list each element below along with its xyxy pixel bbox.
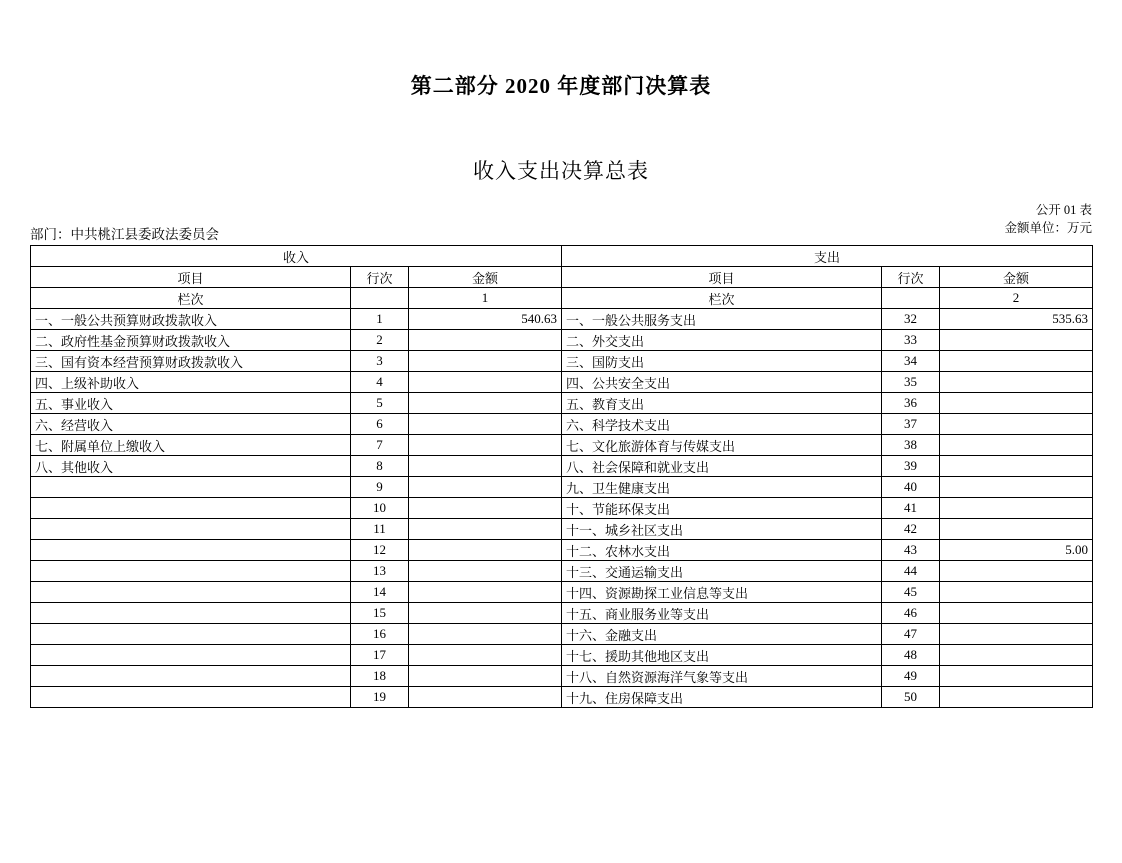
expend-line: 34	[882, 351, 940, 372]
income-item	[31, 603, 351, 624]
expend-item: 二、外交支出	[562, 330, 882, 351]
header-income-amount: 金额	[409, 267, 562, 288]
table-row	[31, 435, 1093, 456]
expend-line: 33	[882, 330, 940, 351]
expend-line: 50	[882, 687, 940, 708]
expend-amount	[940, 330, 1093, 351]
table-row	[31, 540, 1093, 561]
income-item	[31, 540, 351, 561]
income-line: 13	[351, 561, 409, 582]
expend-item: 十一、城乡社区支出	[562, 519, 882, 540]
expend-line: 32	[882, 309, 940, 330]
expend-item: 十、节能环保支出	[562, 498, 882, 519]
table-column-header-row	[31, 267, 1093, 288]
income-item	[31, 477, 351, 498]
expend-item: 八、社会保障和就业支出	[562, 456, 882, 477]
table-row	[31, 582, 1093, 603]
table-row	[31, 372, 1093, 393]
group-header-expenditure: 支出	[562, 246, 1093, 267]
meta-right	[1004, 201, 1092, 237]
page-title: 第二部分 2020 年度部门决算表	[410, 74, 712, 98]
income-item	[31, 645, 351, 666]
income-amount	[409, 666, 562, 687]
header-expend-item: 项目	[562, 267, 882, 288]
income-item	[31, 624, 351, 645]
meta-row	[30, 203, 1092, 243]
table-row	[31, 519, 1093, 540]
header-expend-line: 行次	[882, 267, 940, 288]
index-blank-income-line	[351, 288, 409, 309]
table-row	[31, 666, 1093, 687]
expend-line: 42	[882, 519, 940, 540]
expend-amount	[940, 351, 1093, 372]
expend-amount	[940, 477, 1093, 498]
expend-line: 37	[882, 414, 940, 435]
expend-item: 十四、资源勘探工业信息等支出	[562, 582, 882, 603]
income-line: 8	[351, 456, 409, 477]
income-item	[31, 519, 351, 540]
expend-line: 40	[882, 477, 940, 498]
expend-item: 一、一般公共服务支出	[562, 309, 882, 330]
income-item	[31, 666, 351, 687]
expend-line: 46	[882, 603, 940, 624]
income-item: 四、上级补助收入	[31, 372, 351, 393]
income-line: 12	[351, 540, 409, 561]
income-amount	[409, 687, 562, 708]
income-item: 五、事业收入	[31, 393, 351, 414]
expend-line: 36	[882, 393, 940, 414]
expend-amount	[940, 645, 1093, 666]
income-line: 4	[351, 372, 409, 393]
income-line: 17	[351, 645, 409, 666]
expend-item: 十五、商业服务业等支出	[562, 603, 882, 624]
table-row	[31, 603, 1093, 624]
index-blank-expend-line	[882, 288, 940, 309]
income-expenditure-table	[30, 245, 1093, 708]
table-row	[31, 351, 1093, 372]
amount-unit: 金额单位：万元	[1004, 221, 1092, 236]
expend-item: 十九、住房保障支出	[562, 687, 882, 708]
expend-line: 35	[882, 372, 940, 393]
table-row	[31, 561, 1093, 582]
department-line: 部门：中共桃江县委政法委员会	[30, 227, 219, 242]
income-amount	[409, 519, 562, 540]
expend-line: 38	[882, 435, 940, 456]
table-row	[31, 645, 1093, 666]
document-page	[0, 70, 1122, 863]
header-income-line: 行次	[351, 267, 409, 288]
expend-item: 七、文化旅游体育与传媒支出	[562, 435, 882, 456]
income-amount	[409, 624, 562, 645]
expend-item: 四、公共安全支出	[562, 372, 882, 393]
income-item: 二、政府性基金预算财政拨款收入	[31, 330, 351, 351]
expend-line: 43	[882, 540, 940, 561]
income-amount	[409, 393, 562, 414]
expend-amount	[940, 624, 1093, 645]
expend-line: 47	[882, 624, 940, 645]
expend-line: 39	[882, 456, 940, 477]
income-item	[31, 498, 351, 519]
income-line: 19	[351, 687, 409, 708]
expend-line: 41	[882, 498, 940, 519]
income-line: 7	[351, 435, 409, 456]
table-column-index-row	[31, 288, 1093, 309]
income-line: 16	[351, 624, 409, 645]
expend-amount	[940, 603, 1093, 624]
expend-item: 九、卫生健康支出	[562, 477, 882, 498]
table-row	[31, 687, 1093, 708]
expend-amount	[940, 414, 1093, 435]
expend-amount	[940, 456, 1093, 477]
table-row	[31, 393, 1093, 414]
expend-amount	[940, 666, 1093, 687]
income-amount	[409, 561, 562, 582]
income-item: 六、经营收入	[31, 414, 351, 435]
expend-item: 十二、农林水支出	[562, 540, 882, 561]
expend-amount	[940, 372, 1093, 393]
expend-amount	[940, 393, 1093, 414]
income-amount	[409, 645, 562, 666]
income-line: 6	[351, 414, 409, 435]
table-row	[31, 456, 1093, 477]
expend-item: 十三、交通运输支出	[562, 561, 882, 582]
table-row	[31, 477, 1093, 498]
expend-item: 十七、援助其他地区支出	[562, 645, 882, 666]
income-amount	[409, 456, 562, 477]
expend-item: 三、国防支出	[562, 351, 882, 372]
expend-amount: 535.63	[940, 309, 1093, 330]
income-amount	[409, 603, 562, 624]
expend-line: 48	[882, 645, 940, 666]
income-line: 1	[351, 309, 409, 330]
income-line: 3	[351, 351, 409, 372]
index-label-income: 栏次	[31, 288, 351, 309]
income-amount	[409, 582, 562, 603]
expend-item: 十六、金融支出	[562, 624, 882, 645]
income-item: 八、其他收入	[31, 456, 351, 477]
header-expend-amount: 金额	[940, 267, 1093, 288]
income-line: 15	[351, 603, 409, 624]
income-item	[31, 561, 351, 582]
expend-amount	[940, 687, 1093, 708]
expend-amount	[940, 582, 1093, 603]
table-row	[31, 498, 1093, 519]
expend-item: 十八、自然资源海洋气象等支出	[562, 666, 882, 687]
income-item: 三、国有资本经营预算财政拨款收入	[31, 351, 351, 372]
income-item	[31, 582, 351, 603]
public-number: 公开 01 表	[1035, 203, 1092, 217]
income-amount	[409, 498, 562, 519]
table-group-header-row	[31, 246, 1093, 267]
income-amount: 540.63	[409, 309, 562, 330]
income-line: 11	[351, 519, 409, 540]
expend-line: 44	[882, 561, 940, 582]
income-line: 2	[351, 330, 409, 351]
table-row	[31, 330, 1093, 351]
index-income-col: 1	[409, 288, 562, 309]
table-title: 收入支出决算总表	[473, 159, 649, 183]
expend-amount: 5.00	[940, 540, 1093, 561]
expend-item: 五、教育支出	[562, 393, 882, 414]
expend-item: 六、科学技术支出	[562, 414, 882, 435]
income-amount	[409, 414, 562, 435]
income-line: 18	[351, 666, 409, 687]
index-expend-col: 2	[940, 288, 1093, 309]
table-row	[31, 624, 1093, 645]
income-amount	[409, 477, 562, 498]
income-amount	[409, 540, 562, 561]
expend-line: 45	[882, 582, 940, 603]
index-label-expend: 栏次	[562, 288, 882, 309]
income-amount	[409, 351, 562, 372]
income-item: 七、附属单位上缴收入	[31, 435, 351, 456]
table-row	[31, 414, 1093, 435]
income-amount	[409, 330, 562, 351]
income-line: 14	[351, 582, 409, 603]
income-line: 9	[351, 477, 409, 498]
income-amount	[409, 435, 562, 456]
expend-amount	[940, 519, 1093, 540]
expend-amount	[940, 498, 1093, 519]
header-income-item: 项目	[31, 267, 351, 288]
income-line: 10	[351, 498, 409, 519]
expend-amount	[940, 561, 1093, 582]
expend-line: 49	[882, 666, 940, 687]
table-row	[31, 309, 1093, 330]
income-amount	[409, 372, 562, 393]
income-item	[31, 687, 351, 708]
expend-amount	[940, 435, 1093, 456]
group-header-income: 收入	[31, 246, 562, 267]
income-item: 一、一般公共预算财政拨款收入	[31, 309, 351, 330]
income-line: 5	[351, 393, 409, 414]
